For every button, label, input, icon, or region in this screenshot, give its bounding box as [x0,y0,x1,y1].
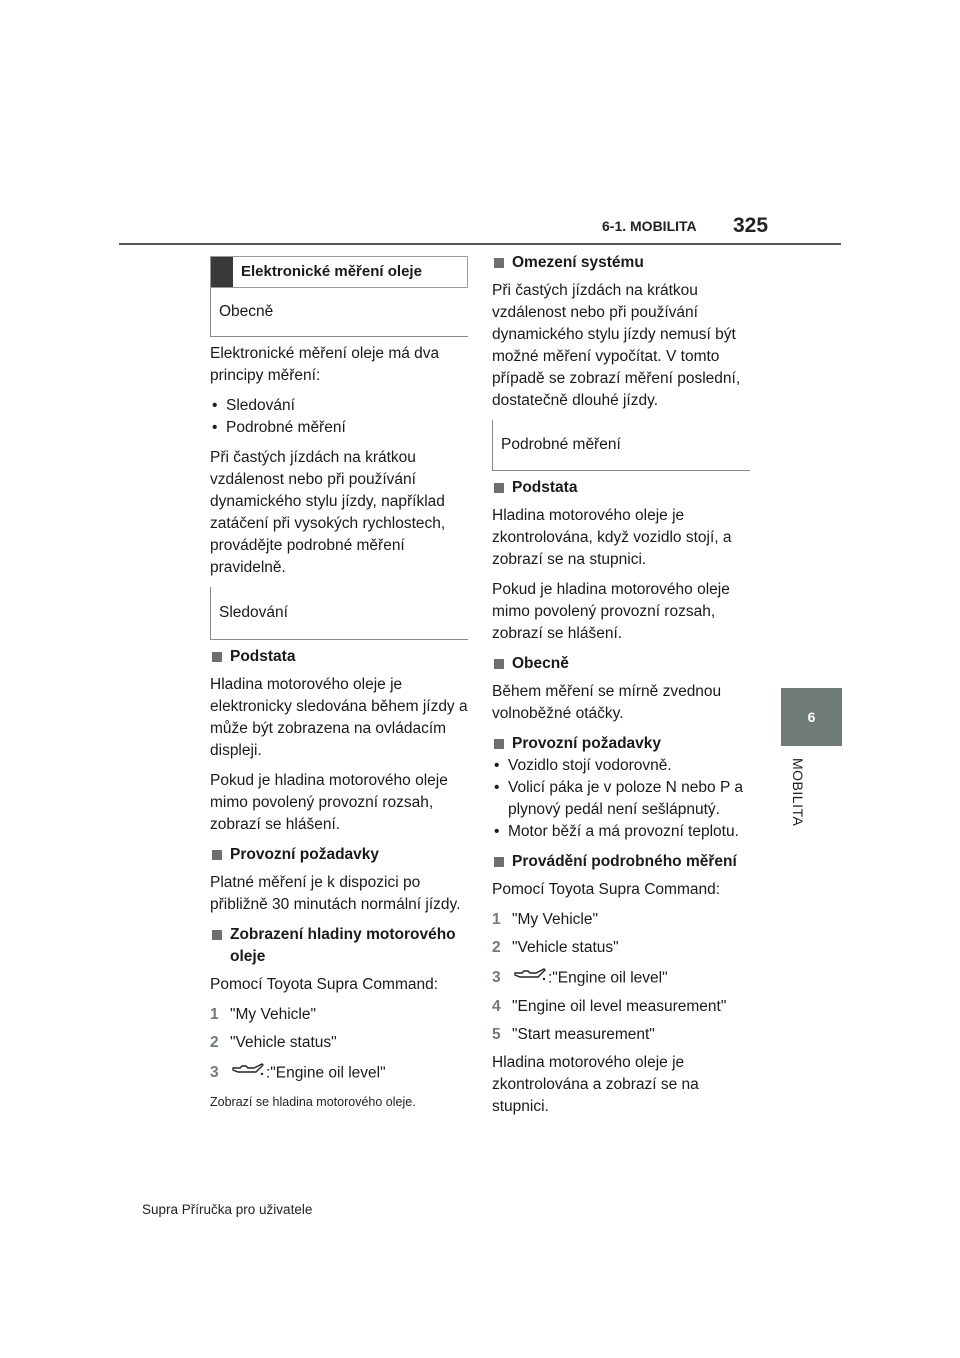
step-number: 3 [492,969,501,986]
step-number: 2 [492,939,501,956]
chapter-label: MOBILITA [790,758,806,827]
page-number: 325 [733,214,769,237]
heading-text: Provádění podrobného měření [512,853,737,870]
heading-text: Zobrazení hladiny motorového oleje [230,926,456,965]
heading-marker [212,652,222,662]
subsection-sledovani [210,587,468,640]
title-marker [211,257,233,287]
chapter-number: 6 [807,709,816,725]
heading-marker [494,857,504,867]
paragraph: Pomocí Toyota Supra Command: [210,976,439,993]
subsection-title: Sledování [219,604,288,621]
intro-text: Elektronické měření oleje má dva principy měření: [210,345,440,384]
step-item [210,1032,468,1054]
bullet-item: • Sledování [210,395,468,417]
paragraph: Při častých jízdách na krátkou vzdálenost nebo při používání dynamického stylu jízdy, například zatáčení při vysokých rychlostech, provádějte podrobné měření pravidelně. [210,449,446,576]
header-section: 6-1. MOBILITA [602,218,697,234]
subsection-podrobne [492,420,750,471]
paragraph: Hladina motorového oleje je elektronicky sledována během jízdy a může být zobrazena na ovládacím displeji. [210,676,468,759]
subsection-obecne [210,288,468,337]
heading-text: Podstata [230,648,296,665]
paragraph: Platné měření je k dispozici po přibližně 30 minutách normální jízdy. [210,874,461,913]
step-text: "Vehicle status" [230,1034,337,1051]
step-number: 3 [210,1064,219,1081]
step-item [492,909,750,931]
heading-marker [212,850,222,860]
heading-zobrazeni [210,924,468,968]
footer-text: Supra Příručka pro uživatele [142,1202,313,1217]
heading-podstata [210,646,468,668]
heading-marker [212,930,222,940]
heading-marker [494,659,504,669]
step-number: 4 [492,998,501,1015]
heading-omezeni [492,252,750,274]
step-number: 2 [210,1034,219,1051]
paragraph: Při častých jízdách na krátkou vzdálenost nebo při používání dynamického stylu jízdy nemusí být možné měření vypočítat. V tomto případě se zobrazí měření poslední, dostatečně dlouhé jízdy. [492,282,741,409]
step-text: :"Engine oil level" [548,969,668,987]
heading-text: Obecně [512,655,569,672]
heading-podstata [492,477,750,499]
right-column [492,252,750,1126]
heading-text: Podstata [512,479,578,496]
paragraph: Pokud je hladina motorového oleje mimo povolený provozní rozsah, zobrazí se hlášení. [210,772,448,833]
subsection-title: Obecně [219,303,274,320]
left-column [210,256,468,1113]
oil-can-icon [230,1062,264,1085]
step-text: "Start measurement" [512,1026,655,1043]
heading-marker [494,483,504,493]
header-rule [119,243,841,245]
bullet-item: • Podrobné měření [210,417,468,439]
bullet-item: • Motor běží a má provozní teplotu. [492,821,750,843]
step-text: "Engine oil level measurement" [512,998,727,1015]
bullet-item: • Volicí páka je v poloze N nebo P a plynový pedál není sešlápnutý. [492,777,750,821]
bullet-item: • Vozidlo stojí vodorovně. [492,755,750,777]
paragraph: Pokud je hladina motorového oleje mimo povolený provozní rozsah, zobrazí se hlášení. [492,581,730,642]
step-item [210,1062,468,1085]
step-text: "My Vehicle" [512,911,598,928]
note-text: Zobrazí se hladina motorového oleje. [210,1095,416,1109]
step-item [492,967,750,990]
paragraph: Pomocí Toyota Supra Command: [492,881,721,898]
section-title-box [210,256,468,288]
heading-marker [494,739,504,749]
paragraph: Během měření se mírně zvednou volnoběžné otáčky. [492,683,722,722]
heading-provozni-pozadavky [210,844,468,866]
heading-text: Provozní požadavky [230,846,380,863]
step-text: "My Vehicle" [230,1006,316,1023]
step-number: 1 [210,1006,219,1023]
chapter-tab[interactable] [781,688,842,746]
step-number: 1 [492,911,501,928]
paragraph: Hladina motorového oleje je zkontrolována, když vozidlo stojí, a zobrazí se na stupnici. [492,507,732,568]
step-text: :"Engine oil level" [266,1064,386,1082]
heading-provozni-pozadavky [492,733,750,755]
heading-marker [494,258,504,268]
step-item [492,937,750,959]
paragraph: Hladina motorového oleje je zkontrolována a zobrazí se na stupnici. [492,1054,699,1115]
step-number: 5 [492,1026,501,1043]
step-item [492,996,750,1018]
oil-can-icon [512,967,546,990]
subsection-title: Podrobné měření [501,436,621,453]
step-item [492,1024,750,1046]
heading-obecne [492,653,750,675]
heading-provadeni [492,851,750,873]
step-item [210,1004,468,1026]
heading-text: Omezení systému [512,254,644,271]
section-title: Elektronické měření oleje [241,263,422,280]
step-text: "Vehicle status" [512,939,619,956]
heading-text: Provozní požadavky [512,735,662,752]
